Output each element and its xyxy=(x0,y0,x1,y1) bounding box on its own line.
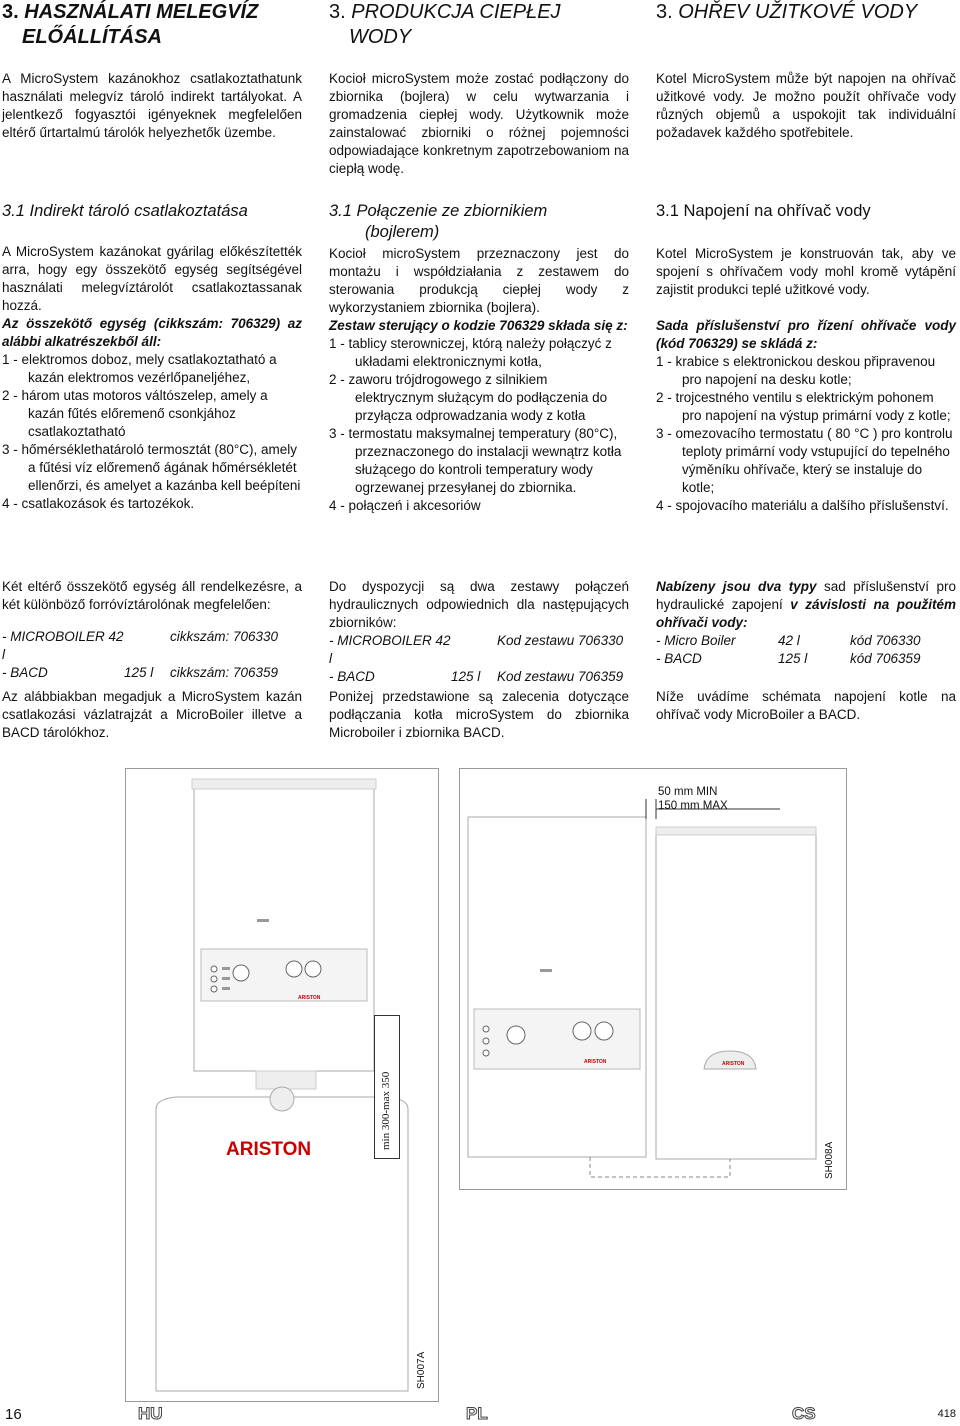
section-title: 3. HASZNÁLATI MELEGVÍZ ELŐÁLLÍTÁSA xyxy=(2,1,259,48)
lang-tag-hu: HU xyxy=(138,1404,163,1423)
list-item: 1 - krabice s elektronickou deskou připravenou pro napojení na desku kotle; xyxy=(656,354,936,387)
wall-boiler xyxy=(194,781,374,1071)
list-item: 3 - termostatu maksymalnej temperatury (80°C), przeznaczonego do instalacji wewnątrz kotła służącego do kontroli temperatury wody ogrzewanej przesyłanej do zbiornika. xyxy=(329,426,622,495)
parts-list xyxy=(2,351,302,513)
intro-paragraph: Kotel MicroSystem může být napojen na ohřívač užitkové vody. Je možno použít ohřívače vody různých objemů a uspokojit tak individuální požadavek každého spotřebitele. xyxy=(656,71,956,140)
list-item: 3 - hőmérséklethatároló termosztát (80°C), amely a fűtési víz előremenő ágának hőmérsékletét ellenőrzi, és amelyet a kazánba kell beépíteni xyxy=(2,442,301,493)
control-panel xyxy=(201,949,367,1001)
page-footer xyxy=(0,1402,960,1426)
column-pl xyxy=(329,0,629,740)
outro-paragraph: Níže uvádíme schémata napojení kotle na ohřívač vody MicroBoiler a BACD. xyxy=(656,689,956,722)
subsection-title: 3.1 Napojení na ohřívač vody xyxy=(656,202,871,220)
kit-row: - Micro Boiler 42 l kód 706330 xyxy=(656,633,921,648)
boiler-with-bacd-drawing xyxy=(460,769,846,1189)
bacd-water-heater xyxy=(656,827,816,1159)
lang-tag-cs: CS xyxy=(792,1404,816,1423)
intro-paragraph: A MicroSystem kazánokhoz csatlakoztathatunk használati melegvíz tároló indirekt tartályokat. A jelentkező fogyasztói igényeknek megfelelően eltérő űrtartalmú tárolók helyezhetők üzembe. xyxy=(2,71,302,140)
subsection-title: 3.1 Indirekt tároló csatlakoztatása xyxy=(2,202,248,220)
kits-block: Do dyspozycji są dwa zestawy połączeń hydraulicznych odpowiednich dla następujących zbiorników: - MICROBOILER 42 l Kod zestawu 706330 - BACD 125 l Kod zestawu 706359 xyxy=(329,579,629,684)
document-code: 418 xyxy=(937,1408,956,1420)
kits-block: Nabízeny jsou dva typy sad příslušenství pro hydraulické zapojení v závislosti na použitém ohřívači vody: - Micro Boiler 42 l kód 706330 - BACD 125 l kód 706359 xyxy=(656,579,957,666)
wall-boiler xyxy=(468,817,646,1157)
outro-paragraph: Az alábbiakban megadjuk a MicroSystem kazán csatlakozási vázlatrajzát a MicroBoiler illetve a BACD tárolókhoz. xyxy=(2,689,302,740)
column-cs xyxy=(656,0,957,722)
temperature-gauge xyxy=(595,1022,613,1040)
pressure-gauge xyxy=(286,961,302,977)
list-item: 2 - trojcestného ventilu s elektrickým pohonem pro napojení na výstup primární vody z kotle; xyxy=(656,390,951,423)
subsection-title: 3.1 Połączenie ze zbiornikiem (bojlerem) xyxy=(329,202,548,241)
kit-row: - BACD 125 l kód 706359 xyxy=(656,651,921,666)
height-dimension-box: min 300-max 350 xyxy=(374,1015,400,1159)
kits-block: Két eltérő összekötő egység áll rendelkezésre, a két különböző forróvíztárolónak megfelelően: - MICROBOILER 42 l cikkszám: 706330 - BACD 125 l cikkszám: 706359 xyxy=(2,579,302,680)
list-item: 3 - omezovacího termostatu ( 80 °C ) pro kontrolu teploty primární vody vstupující do tepelného výměníku ohřívače, který se instaluje do kotle; xyxy=(656,426,953,495)
tank-connector xyxy=(270,1087,294,1111)
list-item: 1 - tablicy sterowniczej, którą należy połączyć z układami elektronicznymi kotła, xyxy=(329,336,612,369)
page-number: 16 xyxy=(5,1406,22,1423)
figure-code: SH008A xyxy=(824,1141,835,1179)
subsection-body: A MicroSystem kazánokat gyárilag előkészítették arra, hogy egy összekötő egység segítségével használati melegvíztárolót csatlakoztassanak hozzá. Az összekötő egység (cikkszám: 706329) az alábbi alkatrészekből áll: 1 - elektromos doboz, mely csatlakoztatható a kazán elektromos vezérlőpaneljéhez, 2 - három utas motoros váltószelep, amely a kazán fűtés előremenő csonkjához csatlakoztatható 3 - hőmérséklethatároló termosztát (80°C), amely a fűtési víz előremenő ágának hőmérsékletét ellenőrzi, és amelyet a kazánba kell beépíteni 4 - csatlakozások és tartozékok. xyxy=(2,244,302,511)
selector-knob xyxy=(507,1026,525,1044)
parts-list xyxy=(656,353,956,515)
control-panel xyxy=(474,1009,640,1069)
list-item: 2 - zaworu trójdrogowego z silnikiem elektrycznym służącym do podłączenia do przyłącza odprowadzania wody z kotła xyxy=(329,372,608,423)
list-item: 4 - spojovacího materiálu a dalšího příslušenství. xyxy=(656,498,949,513)
subsection-body: Kotel MicroSystem je konstruován tak, aby ve spojení s ohřívačem vody mohl kromě vytápění zajistit produkci teplé užitkové vody. Sada příslušenství pro řízení ohřívače vody (kód 706329) se skládá z: 1 - krabice s elektronickou deskou připravenou pro napojení na desku kotle; 2 - trojcestného ventilu s elektrickým pohonem pro napojení na výstup primární vody z kotle; 3 - omezovacího termostatu ( 80 °C ) pro kontrolu teploty primární vody vstupující do tepelného výměníku ohřívače, který se instaluje do kotle; 4 - spojovacího materiálu a dalšího příslušenství. xyxy=(656,246,956,513)
kit-row: - MICROBOILER 42 l cikkszám: 706330 xyxy=(2,629,279,662)
list-item: 4 - csatlakozások és tartozékok. xyxy=(2,496,195,511)
temperature-gauge xyxy=(305,961,321,977)
kit-row: - MICROBOILER 42 l Kod zestawu 706330 xyxy=(329,633,624,666)
selector-knob xyxy=(233,965,249,981)
kit-row: - BACD 125 l Kod zestawu 706359 xyxy=(329,669,624,684)
svg-text:ARISTON: ARISTON xyxy=(584,1059,607,1065)
figure-code: SH007A xyxy=(416,1351,427,1389)
list-item: 1 - elektromos doboz, mely csatlakoztatható a kazán elektromos vezérlőpaneljéhez, xyxy=(2,352,277,385)
section-title: 3. PRODUKCJA CIEPŁEJ WODY xyxy=(329,1,561,48)
distance-label: 50 mm MIN 150 mm MAX xyxy=(658,786,728,812)
column-hu xyxy=(2,0,302,740)
svg-text:ARISTON: ARISTON xyxy=(298,995,321,1001)
intro-paragraph: Kocioł microSystem może zostać podłączony do zbiornika (bojlera) w celu wytwarzania i gromadzenia ciepłej wody. Użytkownik może zainstalować zbiorniki o różnej pojemności odpowiadające konkretnym zapotrzebowaniom na ciepłą wodę. xyxy=(329,71,629,176)
pressure-gauge xyxy=(573,1022,591,1040)
figure-sh008a xyxy=(380,768,847,1190)
svg-text:ARISTON: ARISTON xyxy=(722,1061,745,1067)
ariston-logo: ARISTON xyxy=(226,1139,312,1160)
list-item: 4 - połączeń i akcesoriów xyxy=(329,498,481,513)
lang-tag-pl: PL xyxy=(466,1404,488,1423)
parts-list xyxy=(329,335,629,515)
pipe-routing xyxy=(590,1157,730,1177)
list-item: 2 - három utas motoros váltószelep, amely a kazán fűtés előremenő csonkjához csatlakoztatható xyxy=(2,388,268,439)
outro-paragraph: Poniżej przedstawione są zalecenia dotyczące podłączania kotła microSystem do zbiornika Microboiler i zbiornika BACD. xyxy=(329,689,629,740)
kit-row: - BACD 125 l cikkszám: 706359 xyxy=(2,665,279,680)
section-title: 3. OHŘEV UŽITKOVÉ VODY xyxy=(656,1,918,23)
subsection-body: Kocioł microSystem przeznaczony jest do montażu i współdziałania z zestawem do sterowania produkcją ciepłej wody z wykorzystaniem zbiornika (bojlera). Zestaw sterujący o kodzie 706329 składa się z: 1 - tablicy sterowniczej, którą należy połączyć z układami elektronicznymi kotła, 2 - zaworu trójdrogowego z silnikiem elektrycznym służącym do podłączenia do przyłącza odprowadzania wody z kotła 3 - termostatu maksymalnej temperatury (80°C), przeznaczonego do instalacji wewnątrz kotła służącego do kontroli temperatury wody ogrzewanej przesyłanej do zbiornika. 4 - połączeń i akcesoriów xyxy=(329,246,629,513)
